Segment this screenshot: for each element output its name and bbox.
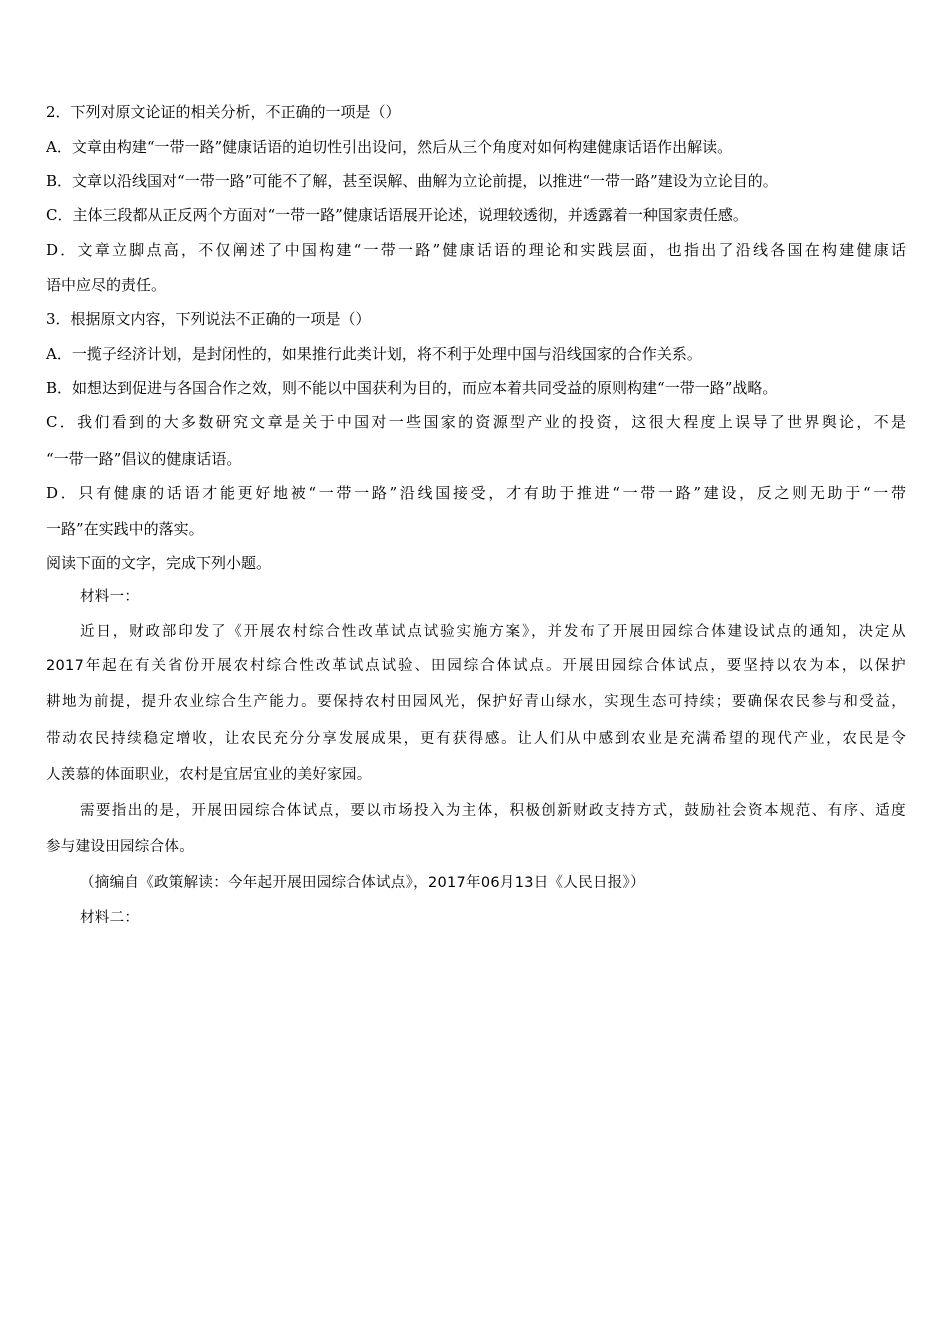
material1-p1-line2: 2017年起在有关省份开展农村综合性改革试点试验、田园综合体试点。开展田园综合体试点，要坚持以农为本，以保护 [46,658,906,674]
q2-option-d-line1: D．文章立脚点高，不仅阐述了中国构建“一带一路”健康话语的理论和实践层面，也指出了沿线各国在构建健康话 [46,241,906,259]
q3-option-a: A．一揽子经济计划，是封闭性的，如果推行此类计划，将不利于处理中国与沿线国家的合作关系。 [46,345,702,363]
material1-p1-line5: 人羡慕的体面职业，农村是宜居宜业的美好家园。 [46,767,372,783]
material1-p2-line1: 需要指出的是，开展田园综合体试点，要以市场投入为主体，积极创新财政支持方式，鼓励社会资本规范、有序、适度 [80,803,906,819]
q2-option-b: B．文章以沿线国对“一带一路”可能不了解，甚至误解、曲解为立论前提，以推进“一带一路”建设为立论目的。 [46,172,778,190]
material1-p1-line4: 带动农民持续稳定增收，让农民充分分享发展成果，更有获得感。让人们从中感到农业是充满希望的现代产业，农民是令 [46,731,906,747]
material1-p1-line3: 耕地为前提，提升农业综合生产能力。要保持农村田园风光，保护好青山绿水，实现生态可持续；要确保农民参与和受益， [46,694,906,710]
material1-title: 材料一： [80,589,140,605]
q2-stem: 2．下列对原文论证的相关分析，不正确的一项是（） [46,103,401,121]
q2-option-c: C．主体三段都从正反两个方面对“一带一路”健康话语展开论述，说理较透彻，并透露着一种国家责任感。 [46,206,748,224]
q2-option-a: A．文章由构建“一带一路”健康话语的迫切性引出设问，然后从三个角度对如何构建健康话语作出解读。 [46,138,733,156]
material1-p2-line2: 参与建设田园综合体。 [46,839,194,855]
material2-title: 材料二： [80,910,140,926]
q3-option-d-line1: D．只有健康的话语才能更好地被“一带一路”沿线国接受，才有助于推进“一带一路”建设，反之则无助于“一带 [46,484,906,502]
reading-intro: 阅读下面的文字，完成下列小题。 [46,554,272,572]
q3-option-b: B．如想达到促进与各国合作之效，则不能以中国获利为目的，而应本着共同受益的原则构建“一带一路”战略。 [46,379,778,397]
q2-option-d-line2: 语中应尽的责任。 [46,276,167,294]
q3-stem: 3．根据原文内容，下列说法不正确的一项是（） [46,310,371,328]
q3-option-c-line1: C．我们看到的大多数研究文章是关于中国对一些国家的资源型产业的投资，这很大程度上误导了世界舆论，不是 [46,413,906,431]
q3-option-c-line2: “一带一路”倡议的健康话语。 [46,450,242,468]
material1-p1-line1: 近日，财政部印发了《开展农村综合性改革试点试验实施方案》，并发布了开展田园综合体建设试点的通知，决定从 [80,624,906,640]
material1-source: （摘编自《政策解读：今年起开展田园综合体试点》，2017年06月13日《人民日报》） [80,875,645,891]
q3-option-d-line2: 一路”在实践中的落实。 [46,520,204,538]
